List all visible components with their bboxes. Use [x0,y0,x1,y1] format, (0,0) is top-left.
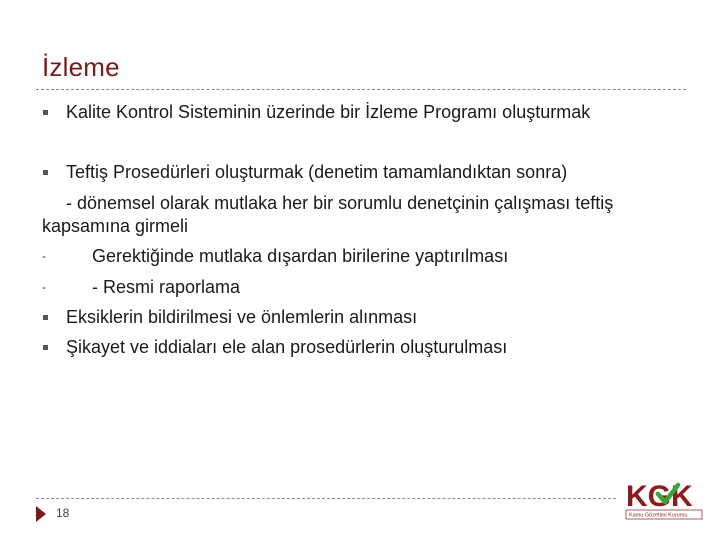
title-divider [36,89,686,90]
dash-marker: - [42,280,46,294]
bullet-3-text: Eksiklerin bildirilmesi ve önlemlerin alınması [66,307,418,327]
kgk-logo [624,476,704,522]
bullet-4-text: Şikayet ve iddiaları ele alan prosedürlerin oluşturulması [66,337,508,357]
bullet-2-continuation-2: kapsamına girmeli [42,216,189,236]
bullet-marker [43,345,48,350]
bullet-2-continuation: - dönemsel olarak mutlaka her bir sorumlu denetçinin çalışması teftiş [66,193,614,213]
arrow-right-icon [36,506,46,522]
slide-title: İzleme [42,52,120,82]
footer-divider [36,498,616,499]
dash-marker: - [42,249,46,263]
bullet-marker [43,170,48,175]
logo-subtitle: Kamu Gözetimi Kurumu [629,512,688,519]
page-number: 18 [56,506,70,520]
bullet-marker [43,110,48,115]
dash-2-text: - Resmi raporlama [92,277,241,297]
bullet-marker [43,315,48,320]
dash-1-text: Gerektiğinde mutlaka dışardan birilerine yaptırılması [92,246,509,266]
bullet-1-text: Kalite Kontrol Sisteminin üzerinde bir İzleme Programı oluşturmak [66,102,591,122]
logo-text: KGK [626,480,693,513]
bullet-2-text: Teftiş Prosedürleri oluşturmak (denetim tamamlandıktan sonra) [66,162,568,182]
